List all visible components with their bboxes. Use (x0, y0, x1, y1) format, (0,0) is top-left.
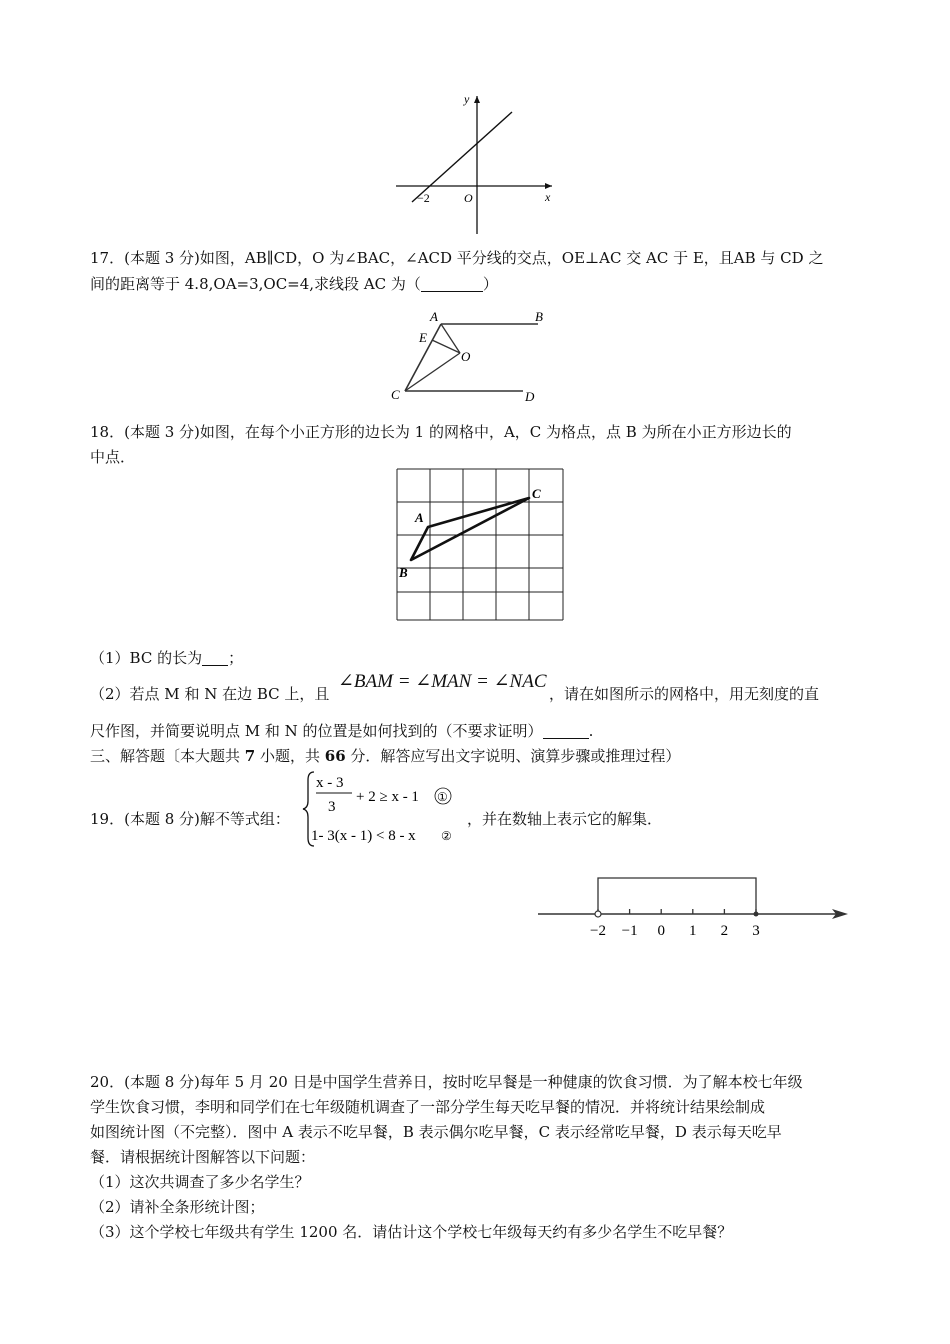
segment-CO (405, 353, 460, 391)
q19-inequality-system (300, 768, 470, 850)
label-B: B (535, 309, 543, 324)
q20-line4: 餐．请根据统计图解答以下问题： (90, 1148, 316, 1166)
q18-line1: 18．(本题 3 分)如图，在每个小正方形的边长为 1 的网格中，A，C 为格点，点 B 为所在小正方形边长的 (90, 423, 792, 441)
x-axis-arrow-icon (545, 183, 552, 189)
tick-label: 2 (720, 923, 729, 939)
x-axis-label: x (545, 190, 551, 204)
origin-label: O (464, 191, 473, 205)
tick-label: 0 (657, 923, 665, 939)
label-A: A (430, 309, 438, 324)
q17-line2-close: ） (482, 275, 498, 293)
q18-part1-text: （1）BC 的长为 (90, 649, 203, 667)
ineq2-mark: ② (441, 829, 452, 843)
q18-angle-expression: ∠BAM = ∠MAN = ∠NAC (338, 671, 547, 692)
solution-bracket (598, 878, 756, 914)
grid-label-A: A (415, 510, 424, 525)
q19-suffix: ，并在数轴上表示它的解集． (467, 810, 663, 828)
section3-num-questions: 7 (244, 747, 256, 765)
q20-question1: （1）这次共调查了多少名学生？ (90, 1173, 310, 1191)
ineq1-numerator: x - 3 (316, 775, 344, 791)
q17-line2-text: 间的距离等于 4.8,OA=3,OC=4,求线段 AC 为（ (90, 275, 421, 293)
label-D: D (525, 389, 535, 404)
q18-part1-end: ； (228, 649, 244, 667)
section3-text-a: 三、解答题〔本大题共 (90, 747, 245, 765)
q18-part1 (90, 646, 243, 671)
q18-part2-d: . (588, 722, 594, 740)
graph-line (412, 112, 512, 202)
q18-part2-b: ，请在如图所示的网格中，用无刻度的直 (549, 685, 820, 703)
q18-part1-blank[interactable] (202, 649, 228, 666)
section3-text-b: 小题，共 (255, 747, 325, 765)
linear-graph-figure (390, 88, 560, 238)
q20-question2: （2）请补全条形统计图； (90, 1198, 265, 1216)
closed-endpoint (754, 912, 759, 917)
q18-part2-c: 尺作图，并简要说明点 M 和 N 的位置是如何找到的（不要求证明） (90, 722, 543, 740)
tick-label: −2 (590, 923, 606, 939)
y-axis-label: y (464, 92, 470, 106)
tick-label: 3 (752, 923, 760, 939)
q17-line2 (90, 272, 498, 297)
q20-line3: 如图统计图（不完整）．图中 A 表示不吃早餐，B 表示偶尔吃早餐，C 表示经常吃早餐，D 表示每天吃早 (90, 1123, 782, 1141)
q20-line1: 20．(本题 8 分)每年 5 月 20 日是中国学生营养日，按时吃早餐是一种健康的饮食习惯．为了解本校七年级 (90, 1073, 803, 1091)
section3-heading (90, 744, 680, 769)
open-endpoint (595, 911, 601, 917)
grid-label-B: B (399, 565, 408, 580)
ineq1-rest: + 2 ≥ x - 1 (356, 789, 419, 805)
label-O: O (461, 349, 471, 364)
ineq1-denominator: 3 (328, 799, 336, 815)
tick-label: −1 (621, 923, 638, 939)
q17-line1: 17．(本题 3 分)如图，AB∥CD，O 为∠BAC，∠ACD 平分线的交点，OE⊥AC 交 AC 于 E，且AB 与 CD 之 (90, 249, 824, 267)
label-C: C (391, 387, 400, 402)
ineq2: 1- 3(x - 1) < 8 - x (311, 828, 416, 844)
label-E: E (419, 330, 427, 345)
ineq1-mark: ① (437, 790, 448, 804)
grid-label-C: C (532, 486, 541, 501)
q18-part2-blank[interactable] (543, 722, 589, 739)
y-axis-arrow-icon (474, 96, 480, 103)
section3-num-points: 66 (324, 747, 346, 765)
q19-number-line (530, 866, 860, 946)
q17-answer-blank[interactable] (421, 275, 483, 292)
tick-label: 1 (689, 923, 697, 939)
q17-figure (385, 306, 565, 406)
q18-line2: 中点． (90, 448, 136, 466)
number-line-solution (595, 878, 759, 917)
q18-part2-a: （2）若点 M 和 N 在边 BC 上，且 (90, 685, 330, 703)
section3-text-c: 分．解答应写出文字说明、演算步骤或推理过程） (345, 747, 681, 765)
triangle-ABC (411, 498, 529, 560)
q20-line2: 学生饮食习惯，李明和同学们在七年级随机调查了一部分学生每天吃早餐的情况．并将统计结果绘制成 (90, 1098, 766, 1116)
q20-question3: （3）这个学校七年级共有学生 1200 名．请估计这个学校七年级每天约有多少名学生不吃早餐？ (90, 1223, 733, 1241)
tick-label-neg2: −2 (417, 191, 430, 205)
q19-prefix: 19．(本题 8 分)解不等式组： (90, 810, 290, 828)
q18-grid-figure (390, 465, 570, 625)
q18-part2-line2 (90, 719, 593, 744)
